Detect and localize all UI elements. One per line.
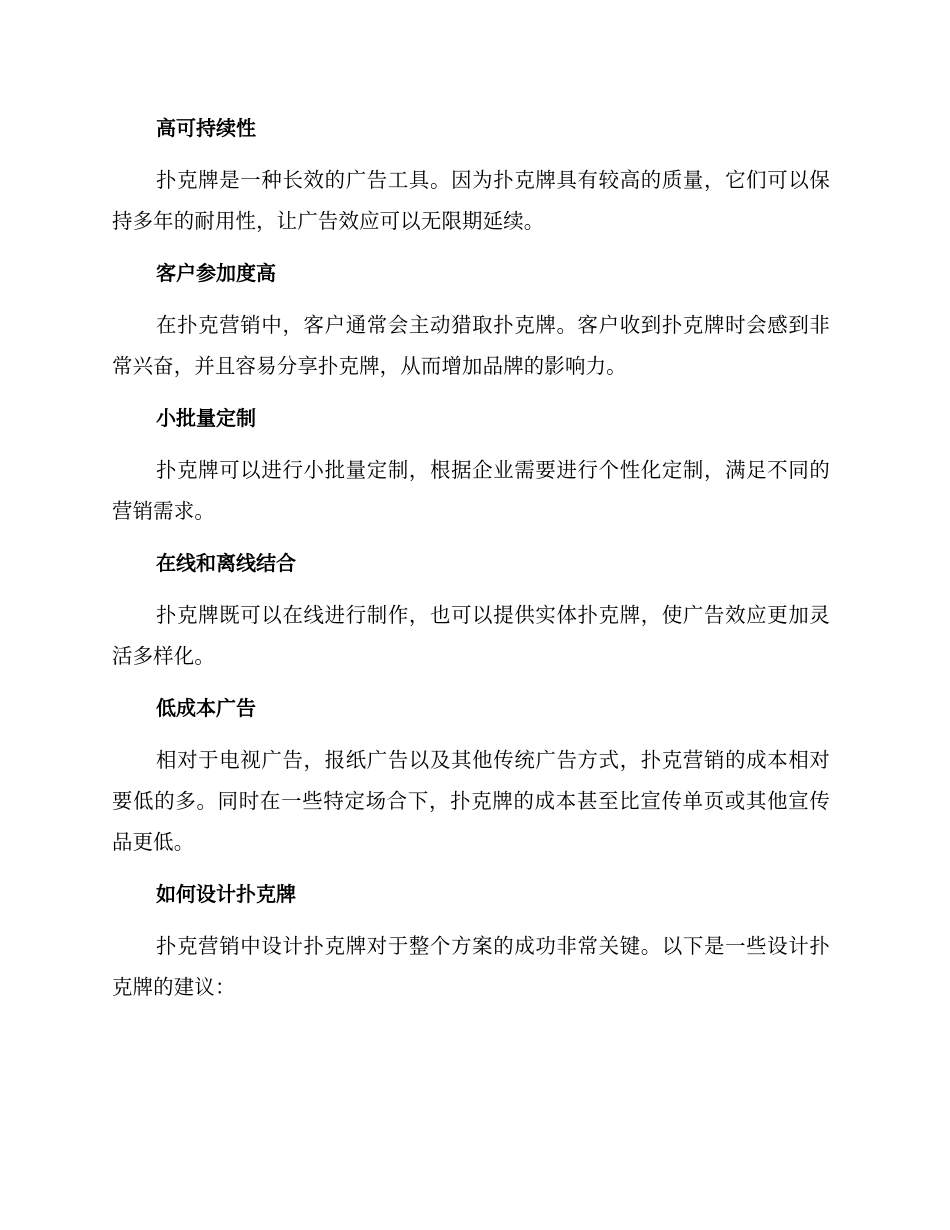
section-paragraph-sustainability: 扑克牌是一种长效的广告工具。因为扑克牌具有较高的质量，它们可以保持多年的耐用性，让广告效应可以无限期延续。 (112, 168, 830, 233)
section-heading-online-offline: 在线和离线结合 (156, 551, 296, 575)
section-heading-design: 如何设计扑克牌 (156, 882, 296, 906)
document-body (112, 108, 830, 1019)
section-paragraph-small-batch: 扑克牌可以进行小批量定制，根据企业需要进行个性化定制，满足不同的营销需求。 (112, 458, 830, 523)
section-heading-customer-engagement: 客户参加度高 (156, 261, 276, 285)
section-heading-sustainability: 高可持续性 (156, 116, 256, 140)
section-paragraph-customer-engagement: 在扑克营销中，客户通常会主动猎取扑克牌。客户收到扑克牌时会感到非常兴奋，并且容易分享扑克牌，从而增加品牌的影响力。 (112, 313, 830, 378)
section-paragraph-online-offline: 扑克牌既可以在线进行制作，也可以提供实体扑克牌，使广告效应更加灵活多样化。 (112, 603, 830, 668)
section-paragraph-design: 扑克营销中设计扑克牌对于整个方案的成功非常关键。以下是一些设计扑克牌的建议： (112, 934, 830, 999)
section-heading-small-batch: 小批量定制 (156, 406, 256, 430)
section-paragraph-low-cost: 相对于电视广告，报纸广告以及其他传统广告方式，扑克营销的成本相对要低的多。同时在一些特定场合下，扑克牌的成本甚至比宣传单页或其他宣传品更低。 (112, 748, 830, 854)
section-heading-low-cost: 低成本广告 (156, 696, 256, 720)
